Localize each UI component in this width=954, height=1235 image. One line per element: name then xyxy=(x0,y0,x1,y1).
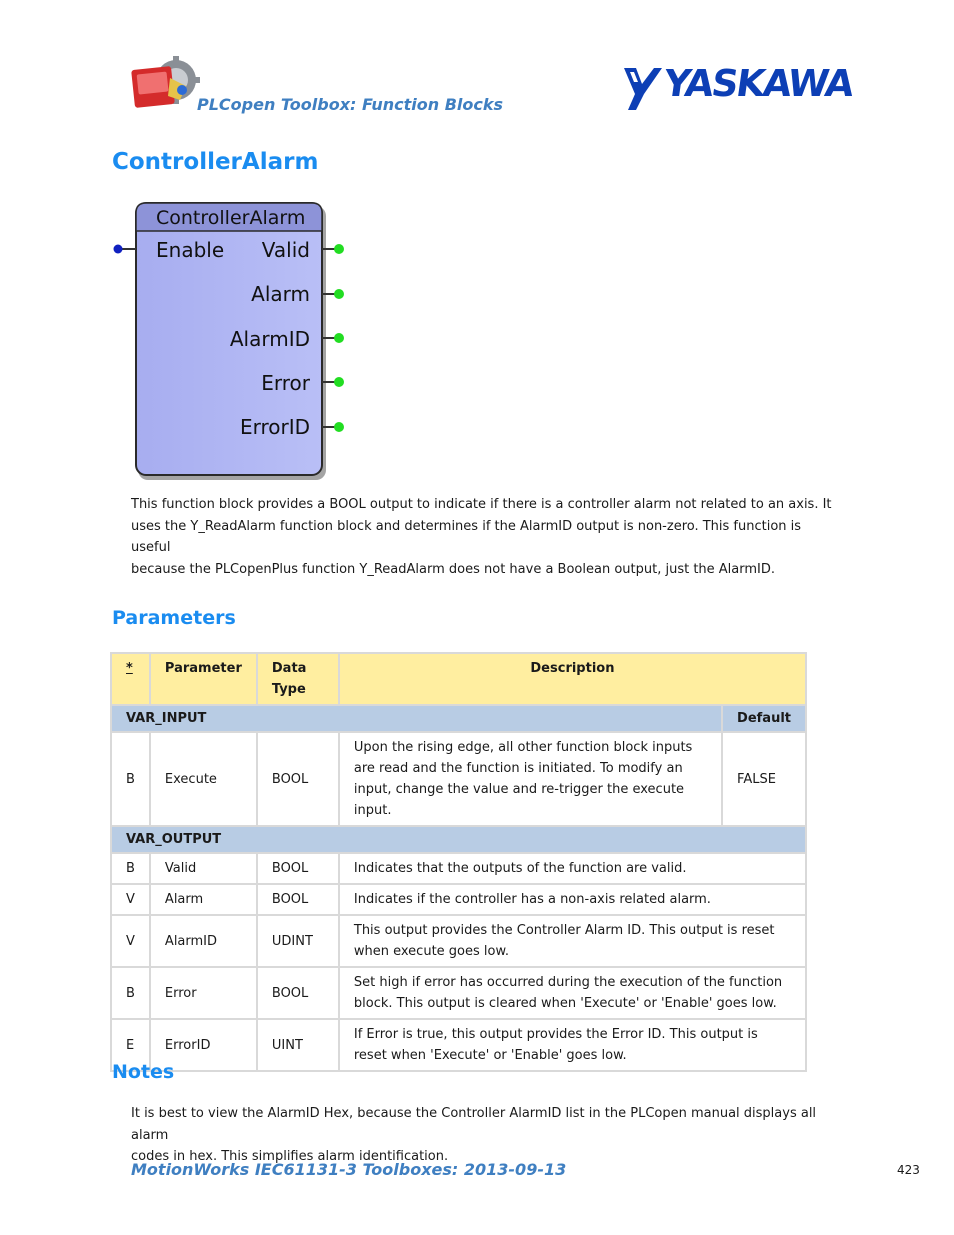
input-pin-enable xyxy=(114,245,123,254)
parameters-heading: Parameters xyxy=(112,607,236,629)
output-pin-error xyxy=(334,377,344,387)
row-description: This output provides the Controller Alarm ID. This output is reset when execute goes low. xyxy=(339,915,806,967)
row-kind: B xyxy=(111,732,150,826)
row-kind: E xyxy=(111,1019,150,1071)
row-kind: B xyxy=(111,967,150,1019)
header-default: Default xyxy=(722,705,806,732)
intro-line: This function block provides a BOOL output to indicate if there is a controller alarm not related to an axis. It xyxy=(131,497,832,512)
row-type: BOOL xyxy=(257,853,339,884)
row-description: If Error is true, this output provides the Error ID. This output is reset when 'Execute' or 'Enable' goes low. xyxy=(339,1019,806,1071)
intro-line: because the PLCopenPlus function Y_ReadAlarm does not have a Boolean output, just the AlarmID. xyxy=(131,561,776,577)
notes-heading: Notes xyxy=(112,1061,175,1083)
output-label-error: Error xyxy=(261,371,310,395)
notes-paragraph xyxy=(131,1103,841,1168)
notes-line: It is best to view the AlarmID Hex, because the Controller AlarmID list in the PLCopen manual displays all alarm xyxy=(131,1106,817,1143)
table-row xyxy=(111,732,806,826)
output-label-alarm: Alarm xyxy=(251,282,310,306)
function-block-diagram xyxy=(112,200,352,482)
row-description: Indicates that the outputs of the function are valid. xyxy=(339,853,806,884)
row-description: Set high if error has occurred during the execution of the function block. This output is cleared when 'Execute' or 'Enable' goes low. xyxy=(339,967,806,1019)
output-label-valid: Valid xyxy=(261,238,310,262)
yaskawa-logo-mark xyxy=(622,66,662,110)
table-row xyxy=(111,853,806,884)
output-pin-errorid xyxy=(334,422,344,432)
output-label-alarmid: AlarmID xyxy=(229,327,310,351)
var-input-row xyxy=(111,705,806,732)
row-kind: V xyxy=(111,915,150,967)
var-output-label: VAR_OUTPUT xyxy=(111,826,806,853)
plcopen-toolbox-logo xyxy=(130,56,200,112)
row-type: BOOL xyxy=(257,967,339,1019)
yaskawa-logo-text: YASKAWA xyxy=(660,62,855,105)
page-title: ControllerAlarm xyxy=(112,149,319,175)
row-default: FALSE xyxy=(722,732,806,826)
header-description: Description xyxy=(339,653,806,705)
var-output-row xyxy=(111,826,806,853)
table-row xyxy=(111,884,806,915)
table-header-row xyxy=(111,653,806,705)
var-input-label: VAR_INPUT xyxy=(111,705,722,732)
header-star: * xyxy=(111,653,150,705)
output-pin-alarm xyxy=(334,289,344,299)
row-type: UDINT xyxy=(257,915,339,967)
input-label-enable: Enable xyxy=(156,238,225,262)
parameters-table xyxy=(110,652,807,1072)
output-pin-alarmid xyxy=(334,333,344,343)
row-parameter: Execute xyxy=(150,732,257,826)
notes-line: codes in hex. This simplifies alarm identification. xyxy=(131,1149,449,1164)
table-row xyxy=(111,1019,806,1071)
page-number: 423 xyxy=(897,1163,920,1177)
output-pin-valid xyxy=(334,244,344,254)
toolbox-title: PLCopen Toolbox: Function Blocks xyxy=(197,95,504,114)
row-description: Indicates if the controller has a non-axis related alarm. xyxy=(339,884,806,915)
row-type: BOOL xyxy=(257,732,339,826)
row-parameter: Alarm xyxy=(150,884,257,915)
row-kind: V xyxy=(111,884,150,915)
row-parameter: Valid xyxy=(150,853,257,884)
table-row xyxy=(111,915,806,967)
header-data-type: Data Type xyxy=(257,653,339,705)
table-row xyxy=(111,967,806,1019)
row-kind: B xyxy=(111,853,150,884)
row-parameter: AlarmID xyxy=(150,915,257,967)
output-label-errorid: ErrorID xyxy=(239,415,310,439)
row-description: Upon the rising edge, all other function block inputs are read and the function is initiated. To modify an input, change the value and re-trigger the execute input. xyxy=(339,732,722,826)
row-type: UINT xyxy=(257,1019,339,1071)
block-name-label: ControllerAlarm xyxy=(156,207,306,229)
row-parameter: ErrorID xyxy=(150,1019,257,1071)
header-parameter: Parameter xyxy=(150,653,257,705)
intro-line: uses the Y_ReadAlarm function block and determines if the AlarmID output is non-zero. This function is useful xyxy=(131,518,802,555)
intro-paragraph xyxy=(131,494,841,580)
row-type: BOOL xyxy=(257,884,339,915)
footer-text: MotionWorks IEC61131-3 Toolboxes: 2013-09-13 xyxy=(131,1160,567,1179)
row-parameter: Error xyxy=(150,967,257,1019)
